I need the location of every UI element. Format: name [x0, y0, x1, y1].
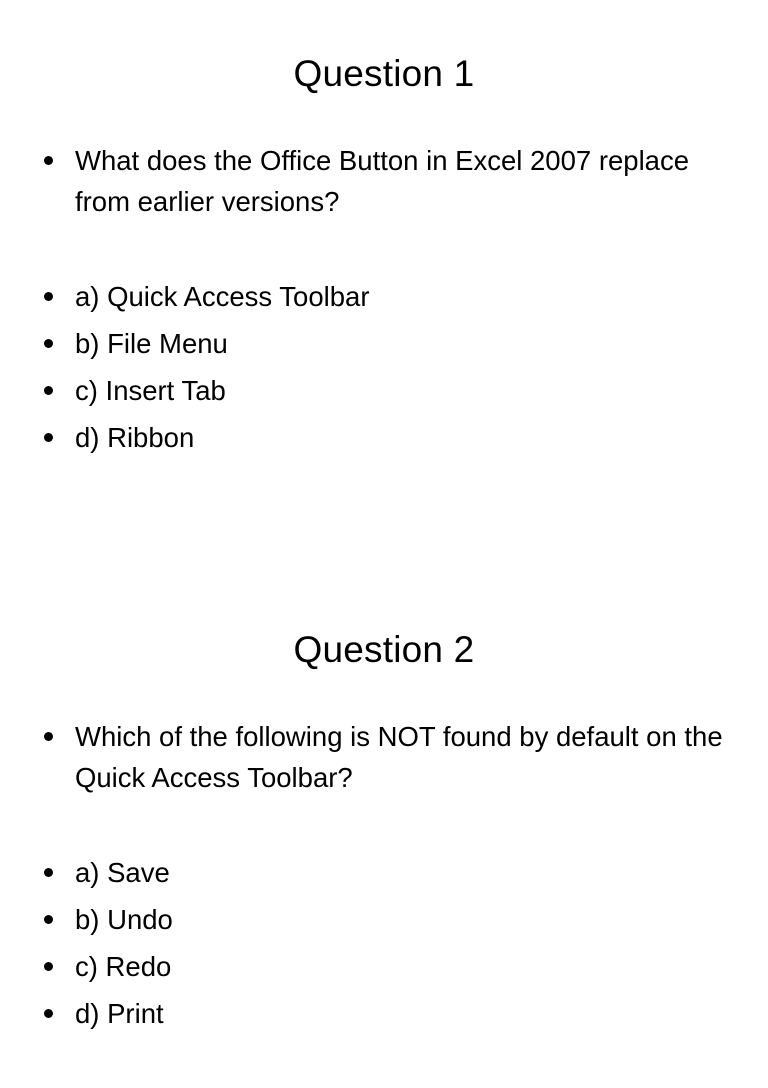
question-text: [0, 140, 768, 222]
answer-option-a: [0, 852, 768, 893]
bullet-list: [0, 716, 768, 1040]
answer-option-c: [0, 370, 768, 411]
bullet-icon: [44, 292, 53, 301]
answer-option-a: [0, 276, 768, 317]
bullet-icon: [44, 732, 53, 741]
option-label: c) Insert Tab: [75, 375, 226, 406]
question-text: [0, 716, 768, 798]
answer-option-c: [0, 946, 768, 987]
option-label: d) Ribbon: [75, 422, 195, 453]
bullet-icon: [44, 962, 53, 971]
question-label: Which of the following is NOT found by default on the Quick Access Toolbar?: [75, 721, 723, 793]
bullet-icon: [44, 386, 53, 395]
slide-question-2: [0, 576, 768, 1088]
answer-option-b: [0, 899, 768, 940]
slide-title: Question 1: [293, 53, 475, 94]
option-label: c) Redo: [75, 951, 172, 982]
bullet-list: [0, 140, 768, 464]
bullet-icon: [44, 339, 53, 348]
slide-question-1: [0, 0, 768, 512]
option-label: a) Save: [75, 857, 170, 888]
answer-option-b: [0, 323, 768, 364]
question-label: What does the Office Button in Excel 2007 replace from earlier versions?: [75, 145, 690, 217]
bullet-icon: [44, 1009, 53, 1018]
bullet-icon: [44, 915, 53, 924]
bullet-icon: [44, 868, 53, 877]
answer-option-d: [0, 993, 768, 1034]
option-label: b) File Menu: [75, 328, 228, 359]
answer-option-d: [0, 417, 768, 458]
option-label: b) Undo: [75, 904, 173, 935]
option-label: d) Print: [75, 998, 164, 1029]
option-label: a) Quick Access Toolbar: [75, 281, 370, 312]
slide-title: Question 2: [293, 629, 475, 670]
bullet-icon: [44, 433, 53, 442]
bullet-icon: [44, 156, 53, 165]
